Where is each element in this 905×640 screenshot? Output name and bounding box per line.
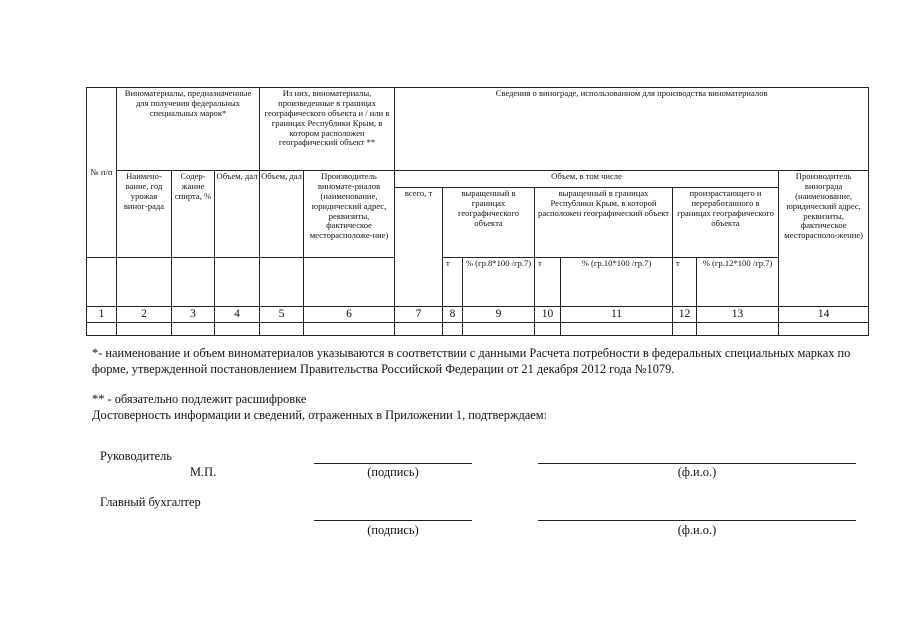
column-number: 9: [463, 307, 535, 323]
column-number: 3: [172, 307, 215, 323]
table-cell[interactable]: [395, 323, 443, 336]
accountant-signature-line[interactable]: [314, 520, 472, 521]
header-tons-8: т: [443, 258, 463, 307]
footnote-double-asterisk: ** - обязательно подлежит расшифровке: [92, 392, 307, 406]
table-cell[interactable]: [697, 323, 779, 336]
column-number: 7: [395, 307, 443, 323]
header-regional-producer: Производитель виномате-риалов (наименование, юридический адрес, реквизиты, фактическое месторасположе-ние): [304, 171, 395, 258]
table-cell[interactable]: [535, 323, 561, 336]
header-grown-crimea: выращенный в границах Республики Крым, в которой расположен географический объект: [535, 188, 673, 258]
header-total-tons: всего, т: [395, 188, 443, 307]
stamp-label: М.П.: [190, 465, 217, 479]
header-alcohol: Содер-жание спирта, %: [172, 171, 215, 258]
header-regional-wine-materials: Из них, виноматериалы, произведенные в границах географического объекта и / или в границах Республики Крым, в котором расположен географический объект **: [260, 88, 395, 171]
column-number: 5: [260, 307, 304, 323]
table-cell[interactable]: [463, 323, 535, 336]
table-cell[interactable]: [87, 323, 117, 336]
table-cell[interactable]: [260, 323, 304, 336]
accountant-fio-line[interactable]: [538, 520, 856, 521]
header-tons-10: т: [535, 258, 561, 307]
header-origin-geo: произрастающего и переработанного в границах географического объекта: [673, 188, 779, 258]
header-volume: Объем, дал: [215, 171, 260, 258]
accountant-label: Главный бухгалтер: [100, 495, 201, 509]
accountant-fio-caption: (ф.и.о.): [677, 523, 717, 537]
column-number: 10: [535, 307, 561, 323]
table-cell[interactable]: [673, 323, 697, 336]
column-number: 8: [443, 307, 463, 323]
table-cell[interactable]: [443, 323, 463, 336]
header-row-number: № п/п: [87, 88, 117, 258]
header-grape-info: Сведения о винограде, использованном для производства виноматериалов: [395, 88, 869, 171]
accountant-signature-caption: (подпись): [367, 523, 419, 537]
table-cell[interactable]: [172, 323, 215, 336]
head-signature-line[interactable]: [314, 463, 472, 464]
header-percent-9: % (гр.8*100 /гр.7): [463, 258, 535, 307]
table-cell[interactable]: [304, 323, 395, 336]
column-number: 4: [215, 307, 260, 323]
table-cell[interactable]: [215, 323, 260, 336]
footnote-asterisk: *- наименование и объем виноматериалов указываются в соответствии с данными Расчета потребности в федеральных специальных марках по форме, утвержденной постановлением Правительства Российской Федерации от 21 декабря 2012 года №1079.: [92, 346, 851, 376]
header-regional-volume: Объем, дал: [260, 171, 304, 258]
column-number: 11: [561, 307, 673, 323]
header-grown-geo: выращенный в границах географического объекта: [443, 188, 535, 258]
column-number: 14: [779, 307, 869, 323]
column-number: 2: [117, 307, 172, 323]
table-cell[interactable]: [117, 323, 172, 336]
footnotes: [92, 345, 882, 423]
header-grape-producer: Производитель винограда (наименование, юридический адрес, реквизиты, фактическое месторасполо-жение): [779, 171, 869, 307]
header-tons-12: т: [673, 258, 697, 307]
column-number: 1: [87, 307, 117, 323]
header-wine-materials: Виноматериалы, предназначенные для получения федеральных специальных марок*: [117, 88, 260, 171]
column-number: 12: [673, 307, 697, 323]
table-cell[interactable]: [779, 323, 869, 336]
table-row: [87, 323, 869, 336]
head-signature-caption: (подпись): [367, 465, 419, 479]
head-fio-caption: (ф.и.о.): [677, 465, 717, 479]
head-fio-line[interactable]: [538, 463, 856, 464]
confirmation-text: Достоверность информации и сведений, отраженных в Приложении 1, подтверждаем:: [92, 408, 548, 422]
header-percent-11: % (гр.10*100 /гр.7): [561, 258, 673, 307]
report-table: [86, 87, 869, 336]
header-grape-volume: Объем, в том числе: [395, 171, 779, 188]
header-name-harvest: Наимено-вание, год урожая виног-рада: [117, 171, 172, 258]
head-label: Руководитель: [100, 449, 172, 463]
table-cell[interactable]: [561, 323, 673, 336]
column-number: 13: [697, 307, 779, 323]
header-percent-13: % (гр.12*100 /гр.7): [697, 258, 779, 307]
column-number: 6: [304, 307, 395, 323]
